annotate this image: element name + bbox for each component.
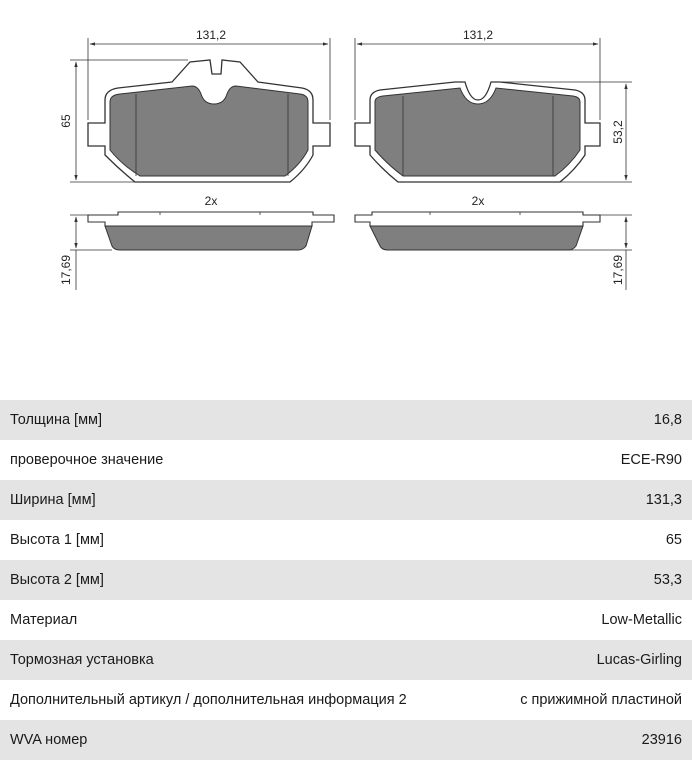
spec-row-height-1 xyxy=(0,520,692,560)
left-quantity-label: 2x xyxy=(204,194,218,208)
left-pad-front-view xyxy=(88,60,330,182)
left-height-label: 65 xyxy=(59,114,73,128)
spec-row-width xyxy=(0,480,692,520)
right-width-label: 131,2 xyxy=(462,28,494,42)
spec-value: с прижимной пластиной xyxy=(520,692,682,708)
left-thickness-label: 17,69 xyxy=(59,254,73,286)
spec-value: 53,3 xyxy=(653,572,682,588)
spec-label: WVA номер xyxy=(10,732,88,748)
right-height-label: 53,2 xyxy=(611,120,625,144)
spec-label: Дополнительный артикул / дополнительная информация 2 xyxy=(10,692,407,708)
right-pad-side-view xyxy=(355,194,600,250)
spec-label: Ширина [мм] xyxy=(10,492,96,508)
right-quantity-label: 2x xyxy=(471,194,485,208)
specs-table xyxy=(0,400,692,760)
spec-label: Высота 2 [мм] xyxy=(10,572,104,588)
right-pad-front-view xyxy=(355,82,600,182)
spec-label: проверочное значение xyxy=(10,452,164,468)
spec-value: Low-Metallic xyxy=(601,612,682,628)
spec-row-test-value xyxy=(0,440,692,480)
left-thickness-dimension xyxy=(59,215,112,290)
spec-label: Высота 1 [мм] xyxy=(10,532,104,548)
spec-label: Тормозная установка xyxy=(10,652,154,668)
spec-value: Lucas-Girling xyxy=(596,652,682,668)
spec-label: Толщина [мм] xyxy=(10,412,103,428)
spec-value: 131,3 xyxy=(645,492,682,508)
left-width-label: 131,2 xyxy=(195,28,227,42)
spec-row-height-2 xyxy=(0,560,692,600)
spec-row-thickness xyxy=(0,400,692,440)
spec-label: Материал xyxy=(10,612,78,628)
spec-value: 16,8 xyxy=(653,412,682,428)
left-pad-side-view xyxy=(88,194,334,250)
spec-row-wva-number xyxy=(0,720,692,760)
spec-value: 23916 xyxy=(641,732,682,748)
spec-row-brake-system xyxy=(0,640,692,680)
spec-value: ECE-R90 xyxy=(620,452,682,468)
right-thickness-label: 17,69 xyxy=(611,254,625,286)
spec-value: 65 xyxy=(665,532,682,548)
spec-row-additional-info xyxy=(0,680,692,720)
spec-row-material xyxy=(0,600,692,640)
